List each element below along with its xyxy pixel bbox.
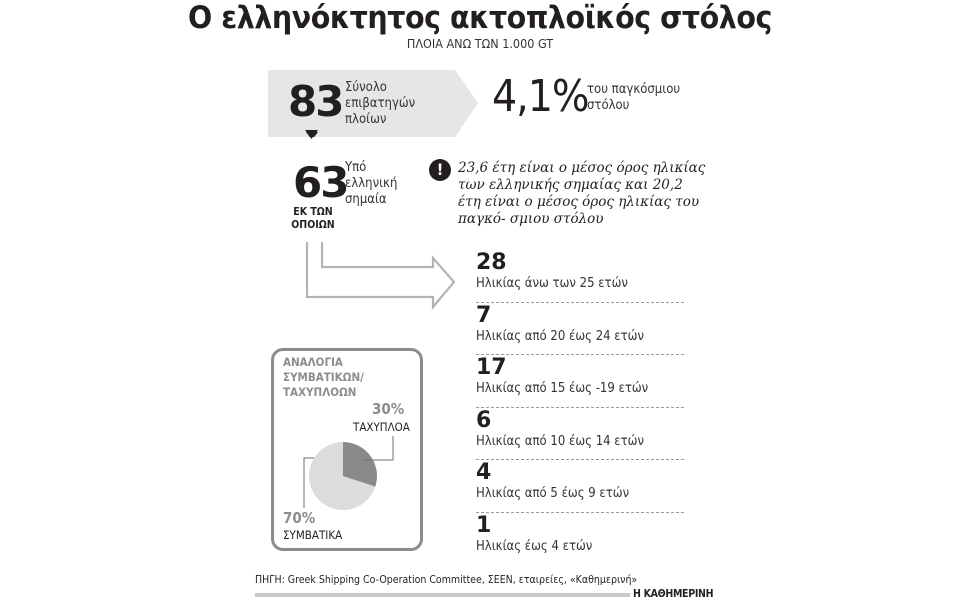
pie-title: ΑΝΑΛΟΓΙΑ ΣΥΜΒΑΤΙΚΩΝ/ ΤΑΧΥΠΛΟΩΝ — [283, 355, 364, 399]
outline-arrow-icon — [300, 240, 460, 312]
pie-conventional-label: ΣΥΜΒΑΤΙΚΑ — [283, 528, 343, 542]
age-groups-list — [476, 250, 684, 565]
total-ships-value: 83 — [288, 77, 343, 126]
list-item: 7 Ηλικίας από 20 έως 24 ετών — [476, 303, 684, 356]
greek-flag-value: 63 — [293, 158, 348, 207]
world-share-value: 4,1% — [492, 71, 589, 122]
of-which-caption: ΕΚ ΤΩΝ ΟΠΟΙΩΝ — [291, 206, 335, 231]
list-item: 6 Ηλικίας από 10 έως 14 ετών — [476, 408, 684, 461]
total-ships-label: Σύνολο επιβατηγών πλοίων — [345, 80, 416, 127]
source-note: ΠΗΓΗ: Greek Shipping Co-Operation Committee, ΣΕΕΝ, εταιρείες, «Καθημερινή» — [255, 574, 638, 586]
pie-fast-pct: 30% — [372, 400, 405, 418]
pie-conventional-pct: 70% — [283, 509, 316, 527]
pie-fast-label: ΤΑΧΥΠΛΟΑ — [353, 420, 410, 434]
down-triangle-icon — [305, 130, 319, 140]
exclamation-icon: ! — [429, 159, 451, 181]
pie-chart — [300, 430, 420, 530]
list-item: 1 Ηλικίας έως 4 ετών — [476, 512, 593, 554]
page-subtitle: ΠΛΟΙΑ ΑΝΩ ΤΩΝ 1.000 GT — [406, 36, 554, 51]
list-item: 28 Ηλικίας άνω των 25 ετών — [476, 250, 684, 303]
greek-flag-label: Υπό ελληνική σημαία — [345, 160, 398, 207]
average-age-note: 23,6 έτη είναι ο μέσος όρος ηλικίας των ελληνικής σημαίας και 20,2 έτη είναι ο μέσος όρος ηλικίας του παγκό- σμιου στόλου — [458, 160, 706, 227]
list-item: 4 Ηλικίας από 5 έως 9 ετών — [476, 460, 684, 513]
page-title: Ο ελληνόκτητος ακτοπλοϊκός στόλος — [188, 0, 772, 36]
world-share-label: του παγκόσμιου στόλου — [587, 82, 681, 113]
list-item: 17 Ηλικίας από 15 έως -19 ετών — [476, 355, 684, 408]
footer-divider — [255, 593, 630, 597]
brand-logo: Η ΚΑΘΗΜΕΡΙΝΗ — [633, 588, 714, 600]
